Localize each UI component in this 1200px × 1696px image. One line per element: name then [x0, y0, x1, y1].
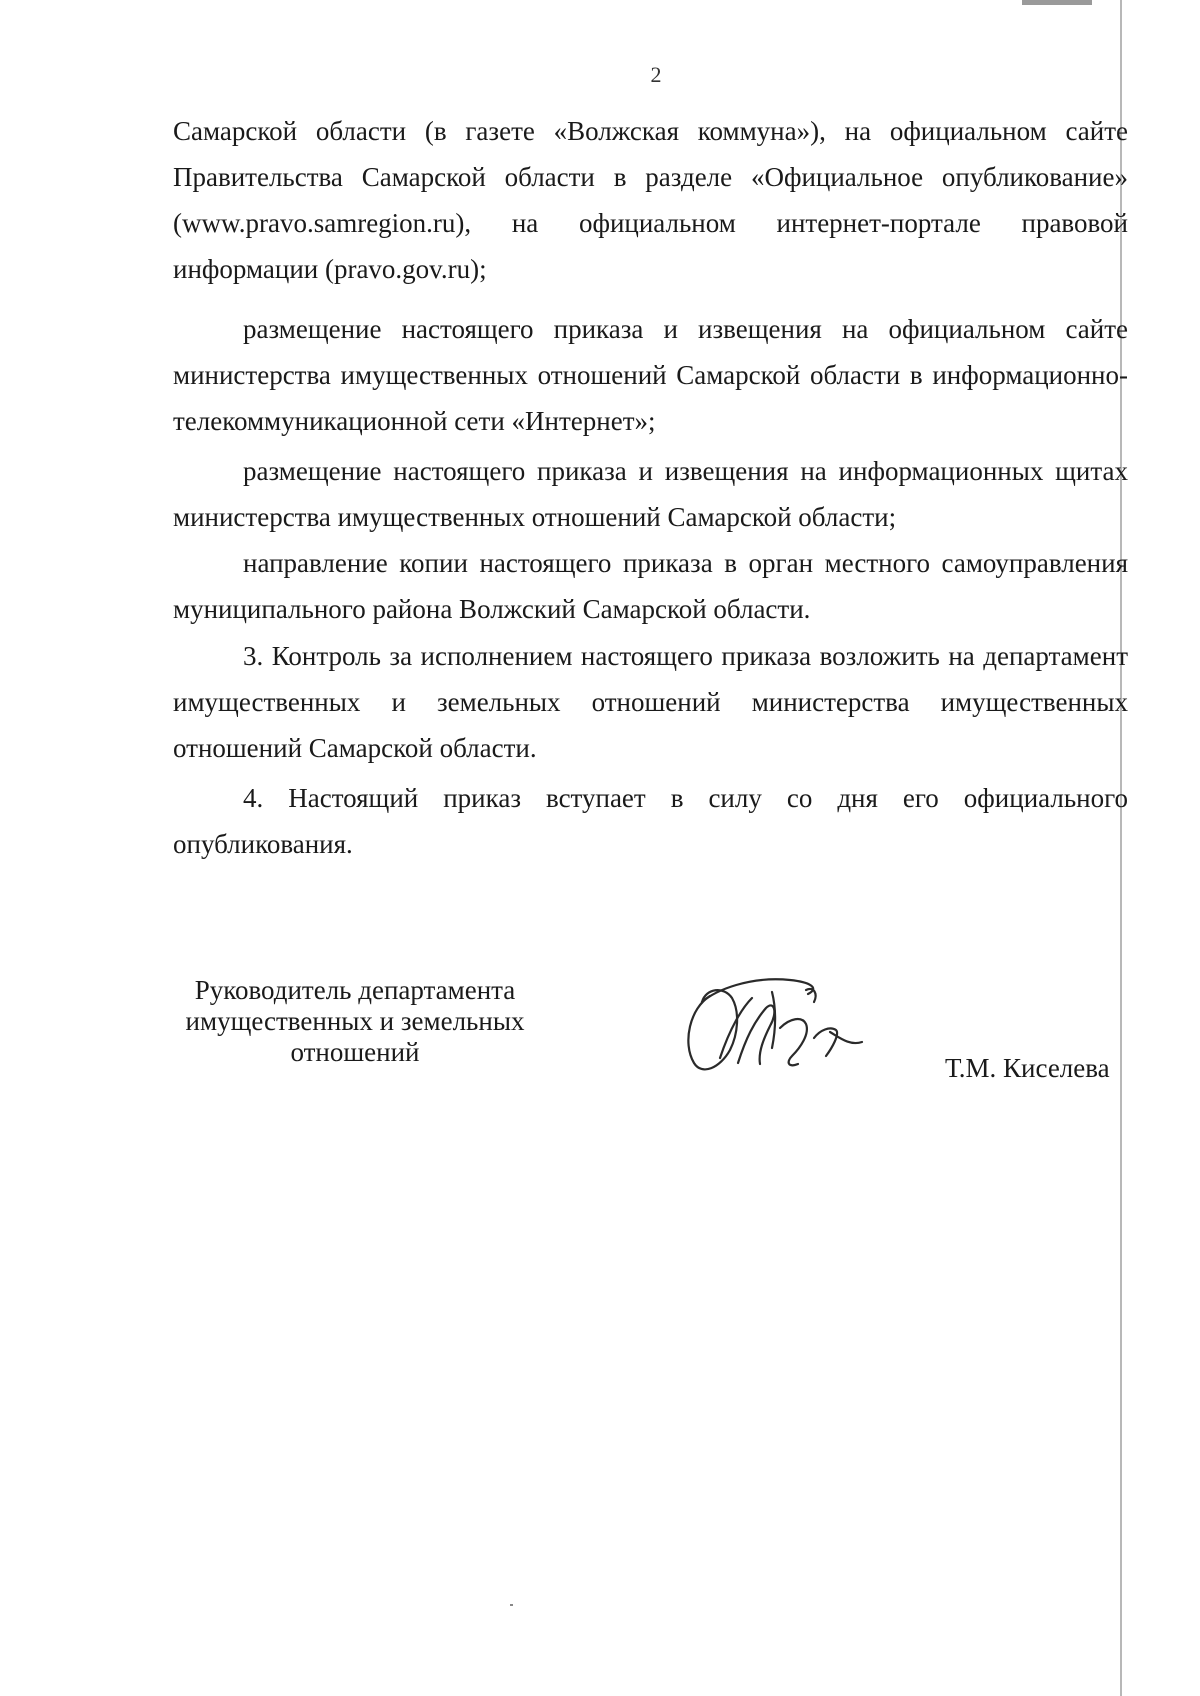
paragraph-local-government-copy: направление копии настоящего приказа в орган местного самоуправления муниципального района Волжский Самарской области. [173, 548, 1128, 624]
signatory-title-line-3: отношений [290, 1037, 420, 1067]
footer-dot [510, 1604, 513, 1606]
handwritten-signature [680, 968, 870, 1078]
paragraph-item-3-control: 3. Контроль за исполнением настоящего приказа возложить на департамент имущественных и земельных отношений министерства имущественных отношений Самарской области. [173, 641, 1128, 763]
paragraph-publication-continued: Самарской области (в газете «Волжская коммуна»), на официальном сайте Правительства Самарской области в разделе «Официальное опубликование» (www.pravo.samregion.ru), на официальном интернет-портале правовой информации (pravo.gov.ru); [173, 116, 1128, 284]
signatory-title-line-2: имущественных и земельных [185, 1006, 525, 1036]
signatory-title-line-1: Руководитель департамента [194, 975, 516, 1005]
paragraph-item-4-effect: 4. Настоящий приказ вступает в силу со дня его официального опубликования. [173, 783, 1128, 859]
paragraph-ministry-website: размещение настоящего приказа и извещения на официальном сайте министерства имущественных отношений Самарской области в информационно-телекоммуникационной сети «Интернет»; [173, 314, 1128, 436]
scan-corner-mark [1022, 0, 1092, 5]
page-number: 2 [650, 62, 662, 87]
signatory-name: Т.М. Киселева [945, 1053, 1110, 1083]
paragraph-info-boards: размещение настоящего приказа и извещения на информационных щитах министерства имущественных отношений Самарской области; [173, 456, 1128, 532]
signatory-title [170, 975, 540, 1068]
